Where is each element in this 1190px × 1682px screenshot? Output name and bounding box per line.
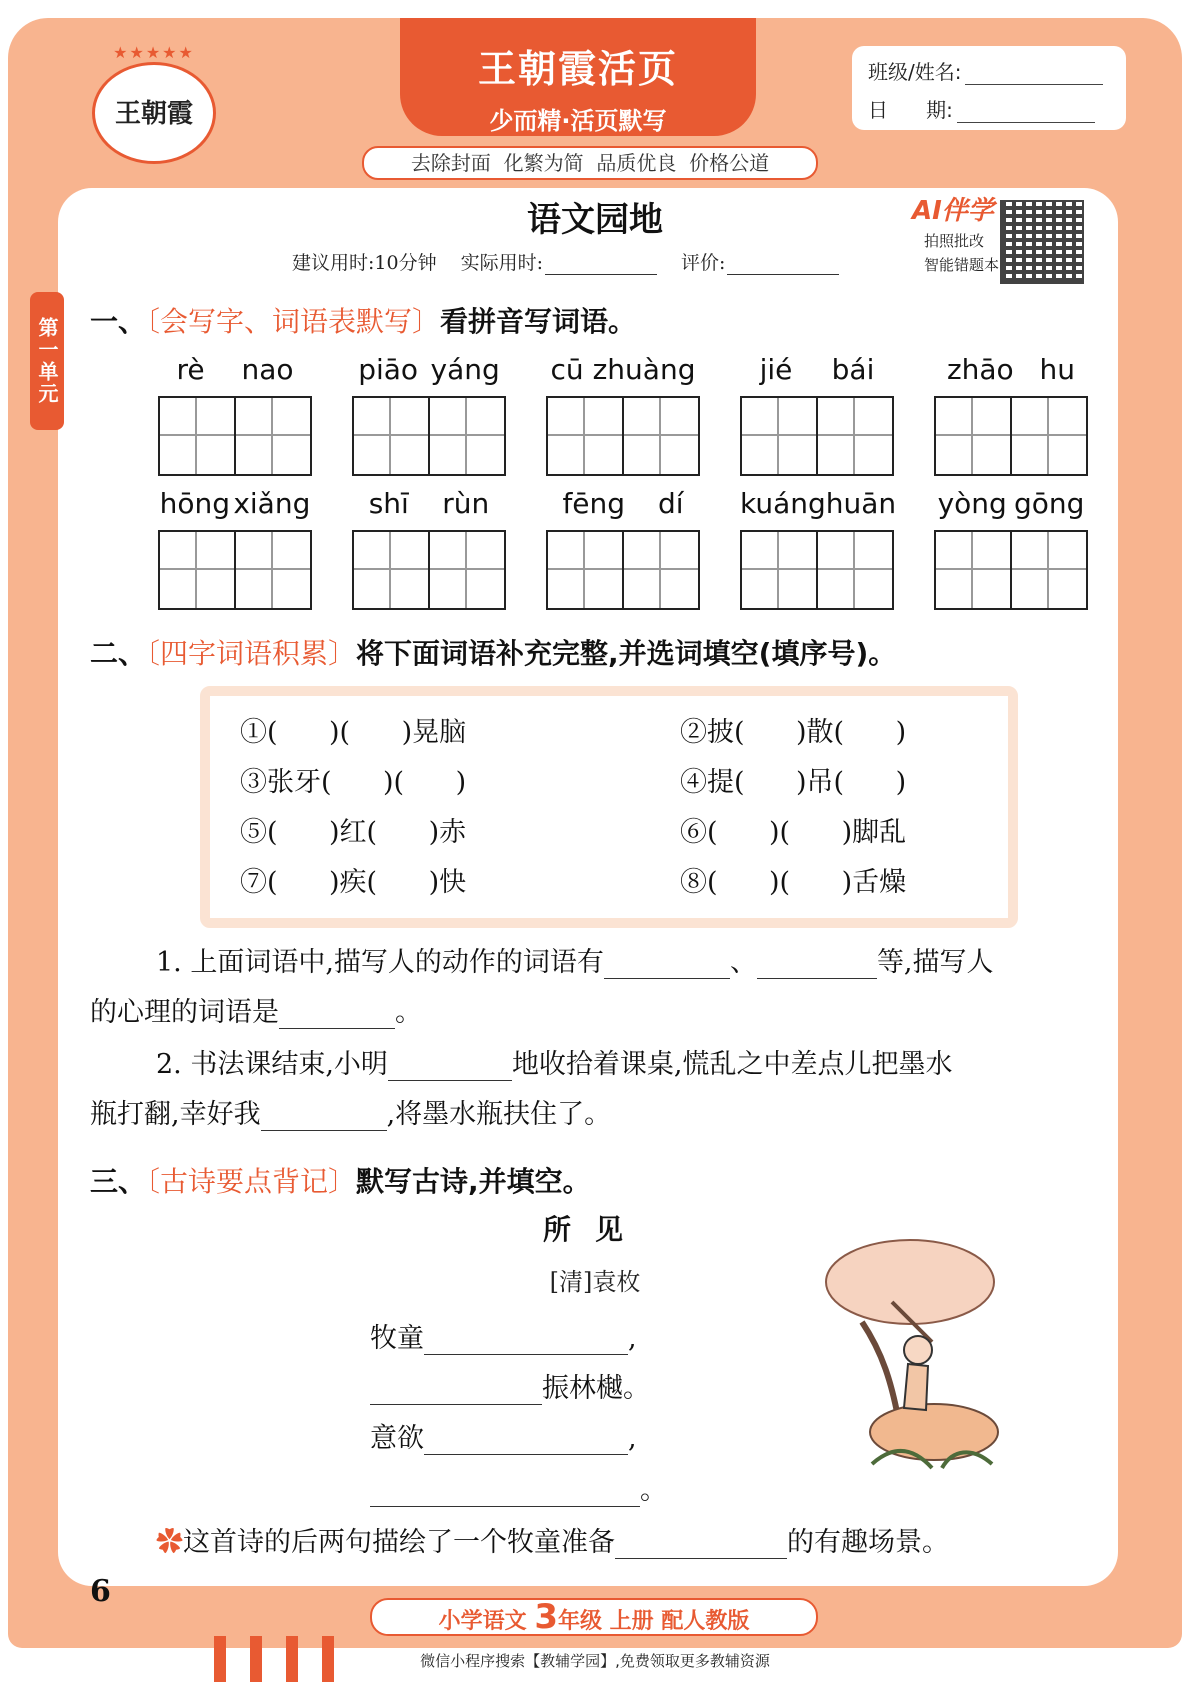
- pinyin-syllable: bái: [831, 353, 875, 386]
- actual-time-label: 实际用时:: [460, 252, 543, 274]
- pinyin-syllable: rùn: [442, 487, 490, 520]
- question-text: ,将墨水瓶扶住了。: [386, 1099, 612, 1130]
- question-text: 等,描写人: [876, 947, 994, 978]
- section-2-tag: 〔四字词语积累〕: [146, 637, 357, 670]
- answer-blank[interactable]: [757, 952, 877, 979]
- idiom-item[interactable]: ⑥( )( )脚乱: [680, 817, 907, 848]
- class-name-field[interactable]: [965, 66, 1103, 85]
- section-2-number: 二、: [90, 637, 147, 670]
- question-text: 地收拾着课桌,慌乱之中差点儿把墨水: [511, 1049, 953, 1080]
- brand-tagline: 少而精·活页默写: [489, 107, 667, 135]
- answer-blank[interactable]: [615, 1532, 787, 1559]
- poem-line-1: [370, 1316, 637, 1355]
- pinyin-word: [740, 352, 894, 476]
- pinyin-word: [546, 352, 700, 476]
- question-text: 瓶打翻,幸好我: [90, 1099, 261, 1130]
- pinyin-word: [158, 486, 312, 610]
- actual-time-field[interactable]: [545, 256, 657, 275]
- question-1-line-2: [90, 990, 422, 1029]
- tian-grid-cell[interactable]: [934, 530, 1012, 610]
- logo-name: 王朝霞: [114, 99, 193, 129]
- section-1-tag: 〔会写字、词语表默写〕: [146, 305, 441, 338]
- tian-grid-cell[interactable]: [934, 396, 1012, 476]
- brand-header: [400, 18, 756, 136]
- publisher-logo: [92, 43, 216, 164]
- section-2-title: [90, 632, 896, 672]
- question-text: 的有趣场景。: [787, 1527, 949, 1558]
- poem-question: [156, 1520, 949, 1559]
- pinyin-syllable: kuáng: [740, 487, 826, 520]
- tian-grid-cell[interactable]: [352, 530, 430, 610]
- idiom-item[interactable]: ③张牙( )( ): [240, 767, 467, 798]
- answer-blank[interactable]: [279, 1002, 395, 1029]
- pinyin-syllable: nao: [241, 353, 294, 386]
- cowherd-illustration: [822, 1232, 1008, 1482]
- pinyin-word: [352, 352, 506, 476]
- answer-blank[interactable]: [370, 1378, 542, 1405]
- pinyin-word: [352, 486, 506, 610]
- ai-line-1: 拍照批改: [924, 232, 985, 250]
- section-3-instruction: 默写古诗,并填空。: [356, 1165, 591, 1198]
- section-3-tag: 〔古诗要点背记〕: [146, 1165, 357, 1198]
- idiom-item[interactable]: ⑤( )红( )赤: [240, 817, 467, 848]
- poem-author: [清]袁枚: [549, 1268, 641, 1296]
- pinyin-word: [934, 486, 1088, 610]
- tian-grid-cell[interactable]: [1012, 530, 1088, 610]
- stars-icon: ★★★★★: [113, 43, 195, 62]
- section-3-number: 三、: [90, 1165, 147, 1198]
- pinyin-syllable: fēng: [562, 487, 626, 520]
- ai-line-2: 智能错题本: [924, 256, 1000, 274]
- tian-grid-cell[interactable]: [818, 396, 894, 476]
- poem-text: 意欲: [370, 1423, 424, 1454]
- question-1-line-1: [156, 940, 994, 979]
- pinyin-syllable: zhuàng: [592, 353, 696, 386]
- subject-label: 小学语文: [438, 1609, 527, 1634]
- edition-label: 配人教版: [661, 1609, 750, 1634]
- idiom-item[interactable]: ⑧( )( )舌燥: [680, 867, 907, 898]
- grade-label: 年级: [557, 1609, 602, 1634]
- class-name-label: 班级/姓名:: [868, 60, 962, 84]
- date-field[interactable]: [957, 104, 1095, 123]
- tian-grid-cell[interactable]: [430, 530, 506, 610]
- tian-grid-cell[interactable]: [740, 396, 818, 476]
- poem-title: 所见: [542, 1213, 647, 1246]
- idiom-item[interactable]: ①( )( )晃脑: [240, 717, 467, 748]
- tian-grid-cell[interactable]: [546, 530, 624, 610]
- pinyin-syllable: hōng: [159, 487, 231, 520]
- evaluation-field[interactable]: [727, 256, 839, 275]
- question-text: 、: [729, 947, 757, 978]
- pinyin-word: [158, 352, 312, 476]
- answer-blank[interactable]: [424, 1328, 628, 1355]
- poem-text: ,: [628, 1323, 637, 1354]
- brand-title: 王朝霞活页: [477, 46, 678, 91]
- qr-code-icon[interactable]: [1000, 200, 1084, 284]
- pinyin-syllable: piāo: [358, 353, 419, 386]
- grade-number: 3: [534, 1597, 558, 1637]
- poem-text: ,: [628, 1423, 637, 1454]
- pinyin-syllable: yáng: [430, 353, 500, 386]
- pinyin-syllable: cū: [550, 353, 584, 386]
- poem-line-2: [370, 1366, 650, 1405]
- suggested-time: 建议用时:10分钟: [292, 252, 437, 274]
- tian-grid-cell[interactable]: [158, 530, 236, 610]
- pinyin-word: [740, 486, 897, 610]
- pinyin-syllable: yòng: [937, 487, 1007, 520]
- answer-blank[interactable]: [261, 1104, 387, 1131]
- section-2-instruction: 将下面词语补充完整,并选词填空(填序号)。: [356, 637, 897, 670]
- question-text: 。: [395, 997, 422, 1028]
- section-1-number: 一、: [90, 305, 147, 338]
- poem-line-4: [370, 1468, 667, 1507]
- date-label: 日 期:: [868, 98, 953, 122]
- footer-note: 微信小程序搜索【教辅学园】,免费领取更多教辅资源: [420, 1652, 770, 1670]
- grade-pill: [370, 1598, 818, 1636]
- tian-grid-cell[interactable]: [818, 530, 894, 610]
- pinyin-syllable: hu: [1039, 353, 1076, 386]
- evaluation-label: 评价:: [681, 252, 726, 274]
- flower-icon: ✿: [156, 1527, 183, 1558]
- poem-text: 。: [640, 1475, 667, 1506]
- tian-grid-cell[interactable]: [624, 396, 700, 476]
- student-info-box: [852, 46, 1126, 130]
- unit-tab: 第一单元: [30, 292, 64, 430]
- pinyin-syllable: gōng: [1013, 487, 1085, 520]
- pinyin-word: [934, 352, 1088, 476]
- page-number: 6: [90, 1574, 111, 1609]
- question-2-line-1: [156, 1042, 953, 1081]
- tian-grid-cell[interactable]: [236, 396, 312, 476]
- idiom-item[interactable]: ⑦( )疾( )快: [240, 867, 467, 898]
- idiom-item[interactable]: ④提( )吊( ): [680, 767, 907, 798]
- answer-blank[interactable]: [370, 1480, 640, 1507]
- pinyin-syllable: shī: [368, 487, 409, 520]
- answer-blank[interactable]: [388, 1054, 512, 1081]
- date-row: [868, 94, 1095, 123]
- volume-label: 上册: [609, 1609, 654, 1634]
- poem-line-3: [370, 1416, 637, 1455]
- question-text: 2. 书法课结束,小明: [156, 1049, 388, 1080]
- poem-text: 牧童: [370, 1323, 424, 1354]
- pinyin-syllable: jié: [759, 353, 793, 386]
- poem-text: 振林樾。: [542, 1373, 650, 1404]
- section-1-instruction: 看拼音写词语。: [440, 305, 637, 338]
- pinyin-syllable: dí: [657, 487, 684, 520]
- tian-grid-cell[interactable]: [352, 396, 430, 476]
- tian-grid-cell[interactable]: [546, 396, 624, 476]
- tian-grid-cell[interactable]: [430, 396, 506, 476]
- pinyin-syllable: rè: [176, 353, 205, 386]
- tian-grid-cell[interactable]: [1012, 396, 1088, 476]
- pinyin-word: [546, 486, 700, 610]
- pinyin-syllable: xiǎng: [233, 487, 311, 520]
- page-title: 语文园地: [527, 200, 663, 240]
- class-name-row: [868, 56, 1103, 85]
- tian-grid-cell[interactable]: [740, 530, 818, 610]
- question-2-line-2: [90, 1092, 611, 1131]
- pinyin-syllable: zhāo: [946, 353, 1014, 386]
- question-text: 这首诗的后两句描绘了一个牧童准备: [183, 1527, 615, 1558]
- timing-row: [292, 248, 863, 275]
- question-text: 的心理的词语是: [90, 997, 279, 1028]
- answer-blank[interactable]: [604, 952, 730, 979]
- pinyin-syllable: huān: [825, 487, 897, 520]
- slogan-banner: 去除封面 化繁为简 品质优良 价格公道: [362, 146, 818, 180]
- question-text: 1. 上面词语中,描写人的动作的词语有: [156, 947, 604, 978]
- tian-grid-cell[interactable]: [158, 396, 236, 476]
- idiom-item[interactable]: ②披( )散( ): [680, 717, 907, 748]
- section-3-title: [90, 1160, 591, 1200]
- ai-title: AI伴学: [912, 196, 994, 226]
- tian-grid-cell[interactable]: [624, 530, 700, 610]
- section-1-title: [90, 300, 636, 340]
- ai-companion-box: [906, 190, 1088, 290]
- answer-blank[interactable]: [424, 1428, 628, 1455]
- tian-grid-cell[interactable]: [236, 530, 312, 610]
